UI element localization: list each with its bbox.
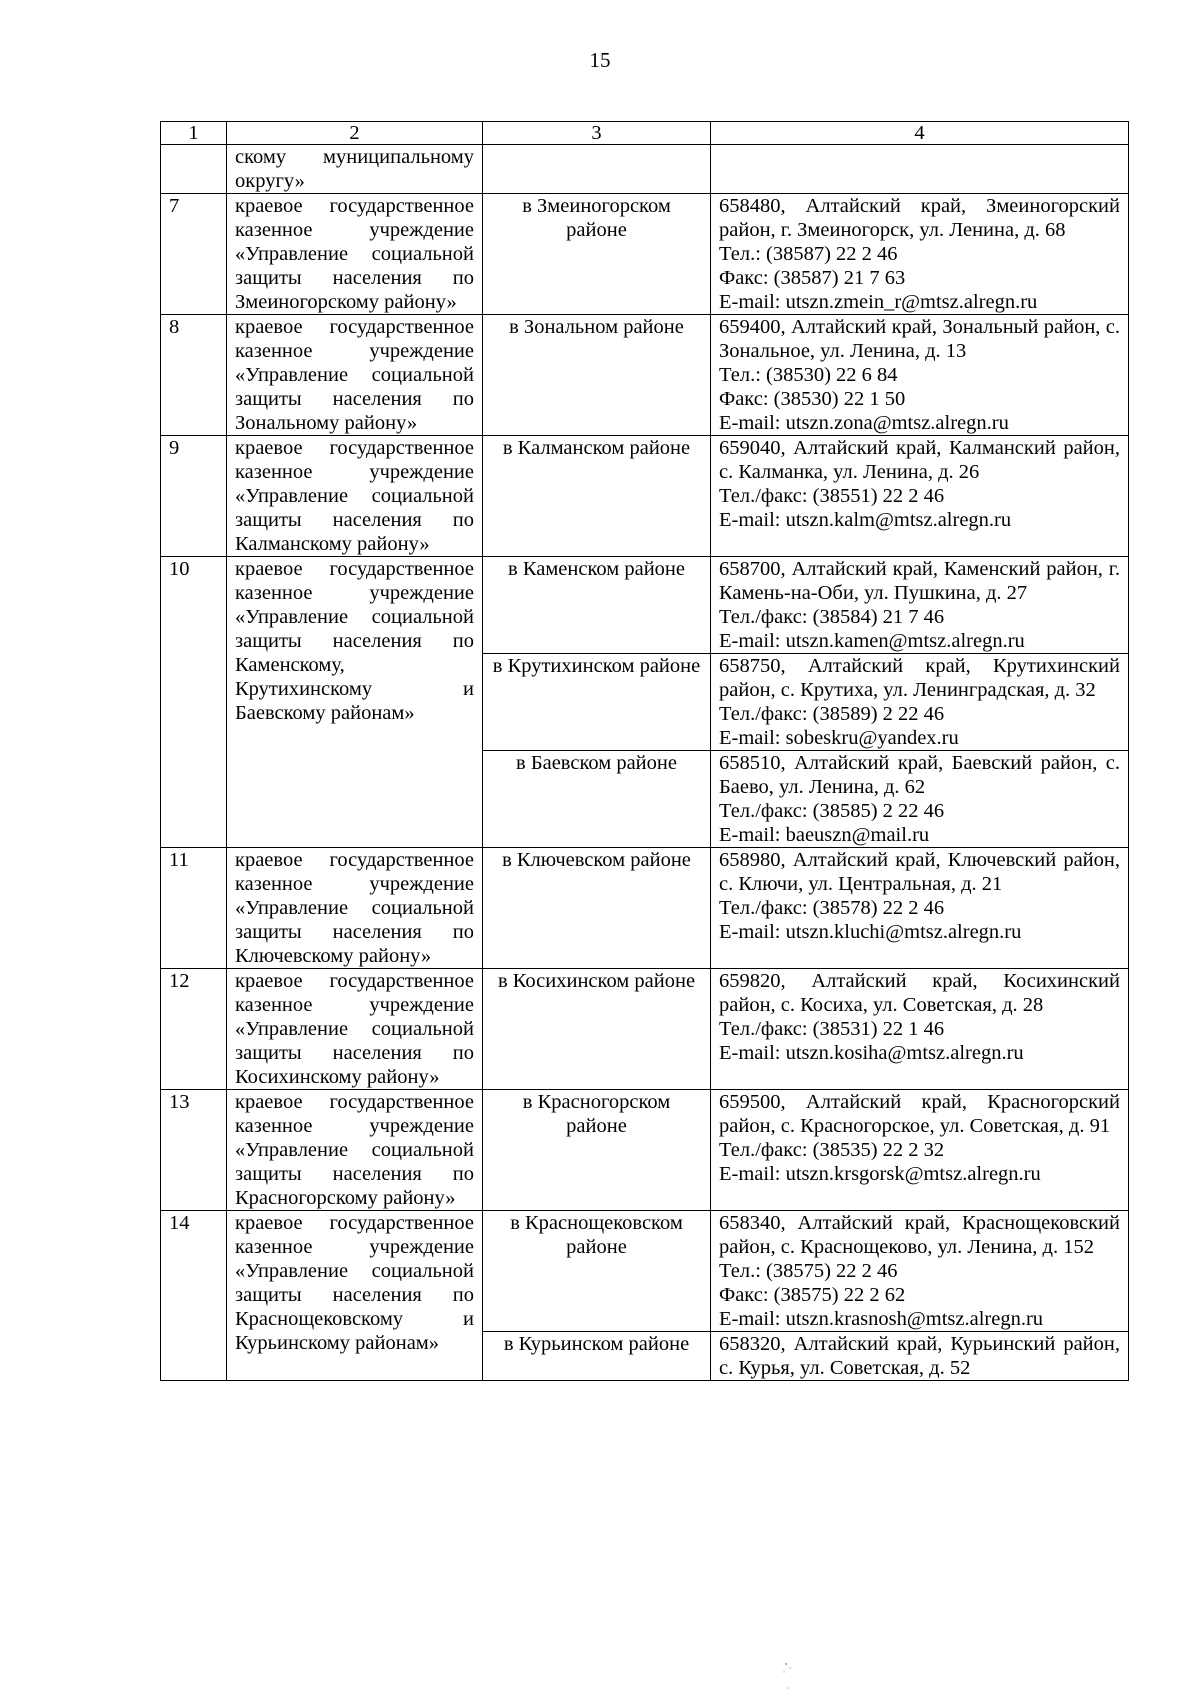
district-name: в Красногорском районе	[483, 1090, 711, 1211]
institution-name: краевое государственное казенное учреждение «Управление социальной защиты населения по Косихинскому району»	[227, 969, 483, 1090]
email: E-mail: utszn.kalm@mtsz.alregn.ru	[719, 509, 1012, 531]
column-header: 2	[227, 122, 483, 145]
phone-fax: Тел./факс: (38551) 22 2 46	[719, 485, 945, 507]
row-number: 7	[161, 194, 227, 315]
postal-address: 658340, Алтайский край, Краснощековский район, с. Краснощеково, ул. Ленина, д. 152	[719, 1212, 1120, 1258]
institution-name: краевое государственное казенное учреждение «Управление социальной защиты населения по Калманскому району»	[227, 436, 483, 557]
postal-address: 658480, Алтайский край, Змеиногорский район, г. Змеиногорск, ул. Ленина, д. 68	[719, 195, 1120, 241]
district-name: в Косихинском районе	[483, 969, 711, 1090]
fax: Факс: (38575) 22 2 62	[719, 1284, 906, 1306]
table-row	[161, 969, 1129, 1090]
phone-fax: Тел./факс: (38589) 2 22 46	[719, 703, 945, 725]
district-name: в Краснощековском районе	[483, 1211, 711, 1332]
table-row	[161, 848, 1129, 969]
district-name: в Змеиногорском районе	[483, 194, 711, 315]
contact-details	[711, 751, 1129, 848]
postal-address: 658700, Алтайский край, Каменский район, г. Камень-на-Оби, ул. Пушкина, д. 27	[719, 558, 1120, 604]
contact-details	[711, 1211, 1129, 1332]
continuation-text: скому муниципальному округу»	[227, 145, 483, 194]
district-name: в Каменском районе	[483, 557, 711, 654]
table-header-row	[161, 122, 1129, 145]
email: E-mail: utszn.kamen@mtsz.alregn.ru	[719, 630, 1025, 652]
phone-fax: Тел./факс: (38531) 22 1 46	[719, 1018, 945, 1040]
fax: Факс: (38530) 22 1 50	[719, 388, 906, 410]
contact-details	[711, 436, 1129, 557]
table-row	[161, 557, 1129, 654]
email: E-mail: utszn.kluchi@mtsz.alregn.ru	[719, 921, 1022, 943]
postal-address: 659820, Алтайский край, Косихинский район, с. Косиха, ул. Советская, д. 28	[719, 970, 1120, 1016]
postal-address: 658980, Алтайский край, Ключевский район, с. Ключи, ул. Центральная, д. 21	[719, 849, 1120, 895]
postal-address: 658510, Алтайский край, Баевский район, с. Баево, ул. Ленина, д. 62	[719, 752, 1120, 798]
page-number: 15	[589, 48, 611, 72]
row-number: 8	[161, 315, 227, 436]
email: E-mail: utszn.kosiha@mtsz.alregn.ru	[719, 1042, 1024, 1064]
institution-name: краевое государственное казенное учреждение «Управление социальной защиты населения по Красногорскому району»	[227, 1090, 483, 1211]
row-number: 11	[161, 848, 227, 969]
email: E-mail: sobeskru@yandex.ru	[719, 727, 959, 749]
row-number: 9	[161, 436, 227, 557]
row-number: 13	[161, 1090, 227, 1211]
district-name: в Курьинском районе	[483, 1332, 711, 1381]
table-row	[161, 1090, 1129, 1211]
column-header: 1	[161, 122, 227, 145]
scan-speck-mark	[778, 1658, 818, 1698]
fax: Факс: (38587) 21 7 63	[719, 267, 906, 289]
table-row	[161, 194, 1129, 315]
contact-details	[711, 1090, 1129, 1211]
phone: Тел.: (38575) 22 2 46	[719, 1260, 898, 1282]
contact-details	[711, 848, 1129, 969]
postal-address: 659400, Алтайский край, Зональный район, с. Зональное, ул. Ленина, д. 13	[719, 316, 1120, 362]
contact-details	[711, 557, 1129, 654]
district-name: в Зональном районе	[483, 315, 711, 436]
email: E-mail: utszn.krasnosh@mtsz.alregn.ru	[719, 1308, 1044, 1330]
institutions-table	[160, 121, 1129, 1381]
contact-details	[711, 969, 1129, 1090]
row-number: 14	[161, 1211, 227, 1381]
email: E-mail: baeuszn@mail.ru	[719, 824, 930, 846]
column-header: 3	[483, 122, 711, 145]
postal-address: 659040, Алтайский край, Калманский район, с. Калманка, ул. Ленина, д. 26	[719, 437, 1120, 483]
row-number: 12	[161, 969, 227, 1090]
email: E-mail: utszn.krsgorsk@mtsz.alregn.ru	[719, 1163, 1041, 1185]
table-row	[161, 1211, 1129, 1332]
contact-details	[711, 194, 1129, 315]
postal-address: 658320, Алтайский край, Курьинский район, с. Курья, ул. Советская, д. 52	[719, 1333, 1120, 1379]
district-name: в Баевском районе	[483, 751, 711, 848]
institution-name: краевое государственное казенное учреждение «Управление социальной защиты населения по Зональному району»	[227, 315, 483, 436]
table-row	[161, 436, 1129, 557]
row-number: 10	[161, 557, 227, 848]
district-name: в Ключевском районе	[483, 848, 711, 969]
column-header: 4	[711, 122, 1129, 145]
table-row	[161, 315, 1129, 436]
institution-name: краевое государственное казенное учреждение «Управление социальной защиты населения по Каменскому, Крутихинскому и Баевскому районам»	[227, 557, 483, 848]
phone-fax: Тел./факс: (38578) 22 2 46	[719, 897, 945, 919]
continuation-row	[161, 145, 1129, 194]
phone: Тел.: (38530) 22 6 84	[719, 364, 898, 386]
district-name: в Крутихинском районе	[483, 654, 711, 751]
postal-address: 659500, Алтайский край, Красногорский район, с. Красногорское, ул. Советская, д. 91	[719, 1091, 1120, 1137]
email: E-mail: utszn.zmein_r@mtsz.alregn.ru	[719, 291, 1038, 313]
phone-fax: Тел./факс: (38584) 21 7 46	[719, 606, 945, 628]
email: E-mail: utszn.zona@mtsz.alregn.ru	[719, 412, 1009, 434]
phone-fax: Тел./факс: (38585) 2 22 46	[719, 800, 945, 822]
district-name: в Калманском районе	[483, 436, 711, 557]
phone: Тел.: (38587) 22 2 46	[719, 243, 898, 265]
institution-name: краевое государственное казенное учреждение «Управление социальной защиты населения по Ключевскому району»	[227, 848, 483, 969]
contact-details	[711, 1332, 1129, 1381]
institution-name: краевое государственное казенное учреждение «Управление социальной защиты населения по Змеиногорскому району»	[227, 194, 483, 315]
institution-name: краевое государственное казенное учреждение «Управление социальной защиты населения по Краснощековскому и Курьинскому районам»	[227, 1211, 483, 1381]
contact-details	[711, 315, 1129, 436]
contact-details	[711, 654, 1129, 751]
phone-fax: Тел./факс: (38535) 22 2 32	[719, 1139, 945, 1161]
postal-address: 658750, Алтайский край, Крутихинский район, с. Крутиха, ул. Ленинградская, д. 32	[719, 655, 1120, 701]
